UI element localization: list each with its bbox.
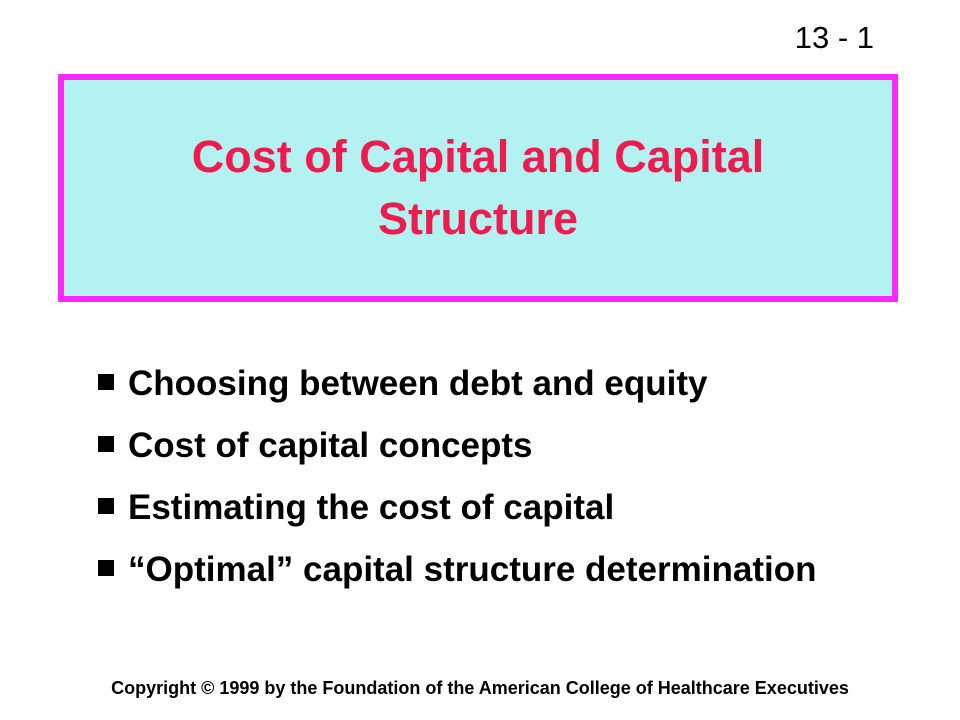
square-bullet-icon <box>98 498 114 514</box>
bullet-list <box>98 362 898 610</box>
square-bullet-icon <box>98 436 114 452</box>
title-box <box>58 74 898 302</box>
square-bullet-icon <box>98 560 114 576</box>
copyright-footer: Copyright © 1999 by the Foundation of the American College of Healthcare Executives <box>111 678 849 698</box>
bullet-text: Estimating the cost of capital <box>128 488 615 527</box>
slide-number: 13 - 1 <box>794 20 874 55</box>
bullet-text: “Optimal” capital structure determination <box>128 550 817 589</box>
bullet-item <box>98 486 898 530</box>
bullet-text: Choosing between debt and equity <box>128 364 708 403</box>
bullet-text: Cost of capital concepts <box>128 426 533 465</box>
bullet-item <box>98 548 898 592</box>
bullet-item <box>98 362 898 406</box>
slide-title: Cost of Capital and Capital Structure <box>191 131 765 244</box>
bullet-item <box>98 424 898 468</box>
square-bullet-icon <box>98 374 114 390</box>
